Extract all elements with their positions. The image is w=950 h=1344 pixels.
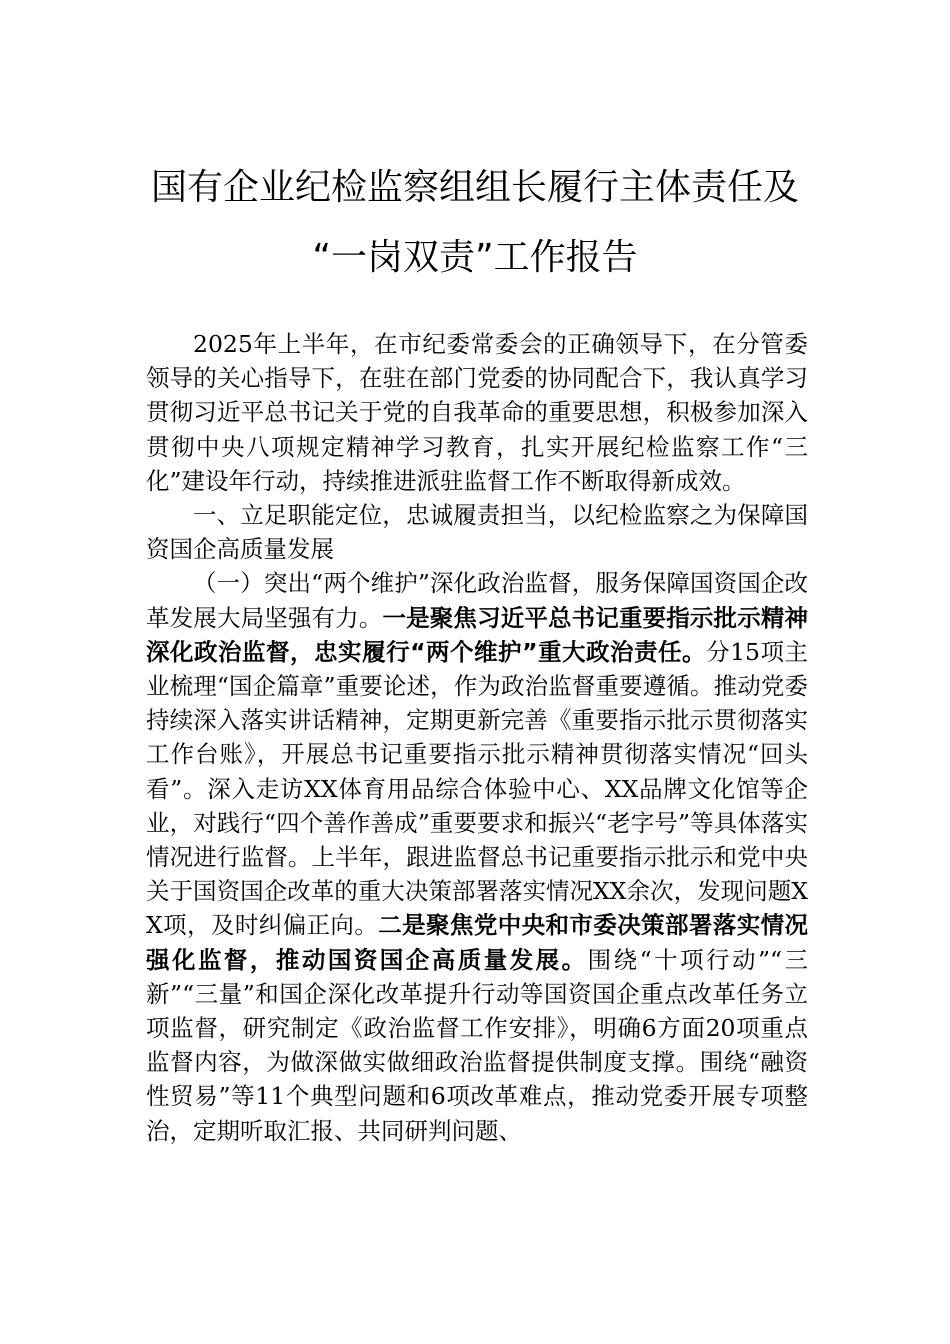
section-heading-1: 一、立足职能定位，忠诚履责担当，以纪检监察之为保障国资国企高质量发展 bbox=[146, 501, 808, 564]
point-2-text: 围绕“十项行动”“三新”“三量”和国企深化改革提升行动等国资国企重点改革任务立项监督，研究制定《政治监督工作安排》，明确6方面20项重点监督内容，为做深做实做细政治监督提供制度支撑。围绕“融资性贸易”等11个典型问题和6项改革难点，推动党委开展专项整治，定期听取汇报、共同研判问题、 bbox=[146, 945, 809, 1145]
bold-point-1: 一是聚焦习近平总书记重要指示批示精神深化政治监督，忠实履行“两个维护”重大政治责任。 bbox=[146, 603, 809, 666]
document-title-line-1: 国有企业纪检监察组组长履行主体责任及 bbox=[150, 167, 799, 208]
subsection-paragraph-1 bbox=[146, 566, 808, 1147]
bold-point-2: 二是聚焦党中央和市委决策部署落实情况强化监督，推动国资国企高质量发展。 bbox=[146, 911, 808, 974]
point-1-text: 分15项主业梳理“国企篇章”重要论述，作为政治监督重要遵循。推动党委持续深入落实讲话精神，定期更新完善《重要指示批示贯彻落实工作台账》，开展总书记重要指示批示精神贯彻落实情况“回头看”。深入走访XX体育用品综合体验中心、XX品牌文化馆等企业，对践行“四个善作善成”重要要求和振兴“老字号”等具体落实情况进行监督。上半年，跟进监督总书记重要指示批示和党中央关于国资国企改革的重大决策部署落实情况XX余次，发现问题XX项，及时纠偏正向。 bbox=[146, 637, 809, 940]
subsection-heading: （一）突出“两个维护”深化政治监督，服务保障国资国企改革发展大局坚强有力。 bbox=[146, 569, 808, 632]
document-title-line-2: “一岗双责”工作报告 bbox=[312, 237, 638, 278]
intro-paragraph: 2025年上半年，在市纪委常委会的正确领导下，在分管委领导的关心指导下，在驻在部门党委的协同配合下，我认真学习贯彻习近平总书记关于党的自我革命的重要思想，积极参加深入贯彻中央八项规定精神学习教育，扎实开展纪检监察工作“三化”建设年行动，持续推进派驻监督工作不断取得新成效。 bbox=[146, 330, 808, 495]
document-body bbox=[146, 327, 808, 1148]
